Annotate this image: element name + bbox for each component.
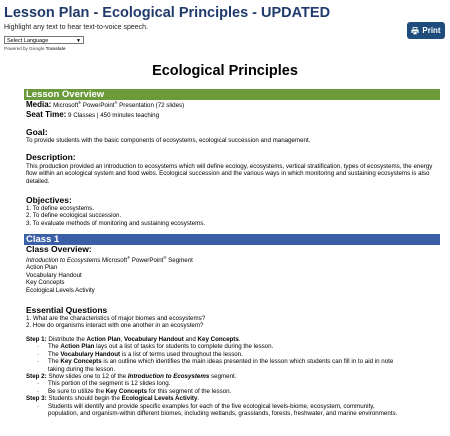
objectives-list <box>26 205 442 227</box>
list-item: Action Plan <box>26 264 58 272</box>
segment-text: Segment <box>166 257 193 264</box>
description-heading: Description: <box>26 152 76 162</box>
page-title: Lesson Plan - Ecological Principles - UPDATED <box>4 5 331 21</box>
language-select-value: Select Language <box>7 38 49 44</box>
step-text: for this segment of the lesson. <box>147 387 232 395</box>
segment-text: PowerPoint <box>130 257 164 264</box>
printer-icon <box>411 27 419 35</box>
media-value: Microsoft <box>51 102 79 109</box>
language-select[interactable] <box>4 36 84 44</box>
step-text: lays out a list of tasks for students to complete during the lesson. <box>94 343 274 351</box>
step-text: Key Concepts <box>197 336 239 343</box>
step-text: Ecological Levels Activity <box>121 395 198 403</box>
step-text: segment. <box>209 373 237 381</box>
media-line: Media: Microsoft® PowerPoint® Presentation (72 slides) <box>26 99 185 109</box>
step-text: Action Plan <box>86 336 121 343</box>
step-label: Step 3: <box>26 395 47 403</box>
list-item: Ecological Levels Activity <box>26 286 95 294</box>
media-label: Media: <box>26 100 52 109</box>
list-item: · This portion of the segment is 12 slides long. <box>26 380 442 387</box>
step-text: Show slides one to 12 of the <box>46 373 128 381</box>
seat-time-line <box>26 111 442 119</box>
step-text: , <box>120 336 125 343</box>
class-1-banner: Class 1 <box>24 234 440 245</box>
step-text: . <box>197 395 200 403</box>
step-text: Distribute the <box>46 336 87 343</box>
list-item: 3. To evaluate methods of monitoring and sustaining ecosystems. <box>26 219 206 227</box>
step-text: Be sure to utilize the <box>48 387 106 395</box>
media-value: Presentation (72 slides) <box>117 102 185 109</box>
list-item: 2. How do organisms interact with one another in an ecosystem? <box>26 322 204 330</box>
google-logo[interactable]: Google <box>29 46 45 51</box>
seat-time-value: 9 Classes | 450 minutes teaching <box>66 112 160 119</box>
step-text: Introduction to Ecosystems <box>127 373 210 381</box>
document-title: Ecological Principles <box>152 63 298 79</box>
list-item <box>26 358 442 365</box>
step-label: Step 1: <box>26 336 47 343</box>
objectives-heading: Objectives: <box>26 195 72 205</box>
essential-questions-heading: Essential Questions <box>26 305 108 315</box>
step-text: Action Plan <box>60 343 95 351</box>
step-text: Vocabulary Handout <box>60 350 121 358</box>
list-item: 1. What are the characteristics of major biomes and ecosystems? <box>26 315 206 322</box>
powered-by-text: Powered by <box>4 46 28 51</box>
list-item: 2. To define ecological succession. <box>26 212 122 220</box>
list-item: · Students will identify and provide specific examples for each of the five ecological levels-biome, ecosystem, community, <box>26 403 442 410</box>
step-text: Key Concepts <box>105 387 148 395</box>
class-overview-heading: Class Overview: <box>26 244 92 254</box>
media-value: PowerPoint <box>81 102 115 109</box>
step-text: The <box>48 358 61 366</box>
chevron-down-icon: ▼ <box>76 38 81 44</box>
step-label: Step 2: <box>26 373 47 381</box>
description-text: This production provided an introduction to ecosystems which will define ecology, ecosystems, vertical stratification, types of ecosystems, the energy flow within an ecological system and food webs. Ecological succession and the various ways in which monitoring and sustaining ecosystems is also detailed. <box>26 163 433 185</box>
step-text: The <box>48 350 61 358</box>
steps <box>26 336 442 417</box>
step-text: The <box>48 343 61 351</box>
step-text: . <box>238 336 241 343</box>
segment-title: Introduction to Ecosystems <box>26 257 101 264</box>
lesson-overview-banner: Lesson Overview <box>24 89 440 100</box>
step-text: is an outline which identifies the main ideas presented in the lesson which students can fill in to aid in note <box>101 358 394 366</box>
list-item: Vocabulary Handout <box>26 271 82 279</box>
step-3 <box>26 395 442 417</box>
list-item: Key Concepts <box>26 279 65 287</box>
list-item: Introduction to Ecosystems Microsoft® PowerPoint® Segment <box>26 254 193 264</box>
step-text: Vocabulary Handout <box>124 336 184 343</box>
step-1 <box>26 336 442 373</box>
tts-hint: Highlight any text to hear text-to-voice speech. <box>4 24 148 31</box>
seat-time-label: Seat Time: <box>26 110 67 119</box>
questions-list <box>26 315 442 330</box>
goal-heading: Goal: <box>26 127 48 137</box>
segment-text: Microsoft <box>100 257 128 264</box>
print-button[interactable] <box>407 22 445 39</box>
goal-text: To provide students with the basic components of ecosystems, ecological succession and management. <box>26 137 311 144</box>
list-item-continued: taking during the lesson. <box>48 365 116 373</box>
class-overview-list <box>26 254 442 294</box>
step-2 <box>26 373 442 395</box>
step-text: and <box>183 336 198 343</box>
print-label: Print <box>422 26 441 35</box>
step-text: Key Concepts <box>60 358 102 366</box>
list-item <box>26 343 442 350</box>
list-item: 1. To define ecosystems. <box>26 205 94 212</box>
translate-link[interactable]: Translate <box>45 46 66 51</box>
powered-by <box>4 46 66 51</box>
list-item <box>26 388 442 395</box>
step-text: Students should begin the <box>46 395 122 403</box>
list-item-continued: population, and organism-within different biomes, including wetlands, grasslands, forests, freshwater, and marine environments. <box>48 410 398 418</box>
list-item <box>26 351 442 358</box>
step-text: is a list of terms used throughout the lesson. <box>120 350 243 358</box>
